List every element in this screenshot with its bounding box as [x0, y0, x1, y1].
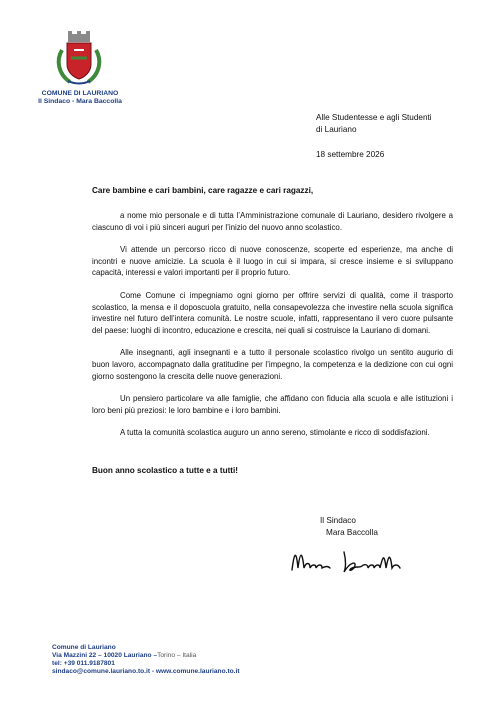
body-paragraph: a nome mio personale e di tutta l’Amministrazione comunale di Lauriano, desidero rivolgere a ciascuno di voi i più sinceri auguri per l’inizio del nuovo anno scolastico. — [92, 211, 453, 232]
recipient-line: Alle Studentesse e agli Studenti — [316, 113, 432, 122]
comune-name: COMUNE DI LAURIANO — [41, 90, 119, 97]
body-paragraph: Un pensiero particolare va alle famiglie, che affidano con fiducia alla scuola e alle istituzioni i loro beni più preziosi: le loro bambine e i loro bambini. — [92, 394, 453, 415]
recipient-line: di Lauriano — [316, 125, 357, 134]
signature-block — [320, 515, 378, 539]
footer-address — [52, 652, 240, 660]
municipal-crest-icon — [54, 30, 104, 86]
footer-street: Via Mazzini 22 – 10020 Lauriano – — [52, 652, 158, 659]
footer-city: Torino – Italia — [157, 652, 197, 659]
footer-email-web: sindaco@comune.lauriano.to.it - www.comune.lauriano.to.it — [52, 668, 240, 675]
sindaco-title: Il Sindaco - Mara Baccolla — [38, 98, 122, 105]
signer-name: Mara Baccolla — [326, 528, 378, 537]
footer-entity: Comune di Lauriano — [52, 644, 116, 651]
letter-date: 18 settembre 2026 — [316, 150, 385, 159]
footer-phone: tel: +39 011.9187801 — [52, 660, 115, 667]
body-paragraph: Alle insegnanti, agli insegnanti e a tutto il personale scolastico rivolgo un sentito augurio di buon lavoro, accompagnato dalla gratitudine per l’impegno, la competenza e la dedizione con cui ogni giorno sostengono la crescita delle nuove generazioni. — [92, 348, 453, 381]
body-paragraph: Come Comune ci impegniamo ogni giorno per offrire servizi di qualità, come il trasporto scolastico, la mensa e il doposcuola gratuito, nella consapevolezza che investire nella scuola significa investire nel futuro dell’intera comunità. Le nostre scuole, infatti, rappresentano il vero cuore pulsante del paese: luoghi di incontro, educazione e crescita, nei quali si costruisce la Lauriano di domani. — [92, 290, 453, 335]
closing-line: Buon anno scolastico a tutte e a tutti! — [92, 466, 239, 475]
salutation: Care bambine e cari bambini, care ragazze e cari ragazzi, — [92, 186, 314, 195]
signer-role: Il Sindaco — [320, 516, 356, 525]
footer-contact — [52, 644, 240, 676]
recipient-block — [316, 112, 432, 136]
handwritten-signature — [288, 540, 408, 580]
body-paragraph: Vi attende un percorso ricco di nuove conoscenze, scoperte ed esperienze, ma anche di incontri e nuove amicizie. La scuola è il luogo in cui si impara, si cresce insieme e si sviluppano capacità, interessi e valori importanti per il proprio futuro. — [92, 245, 453, 278]
body-paragraph: A tutta la comunità scolastica auguro un anno sereno, stimolante e ricco di soddisfazioni. — [120, 428, 430, 438]
letter-body — [92, 210, 453, 450]
